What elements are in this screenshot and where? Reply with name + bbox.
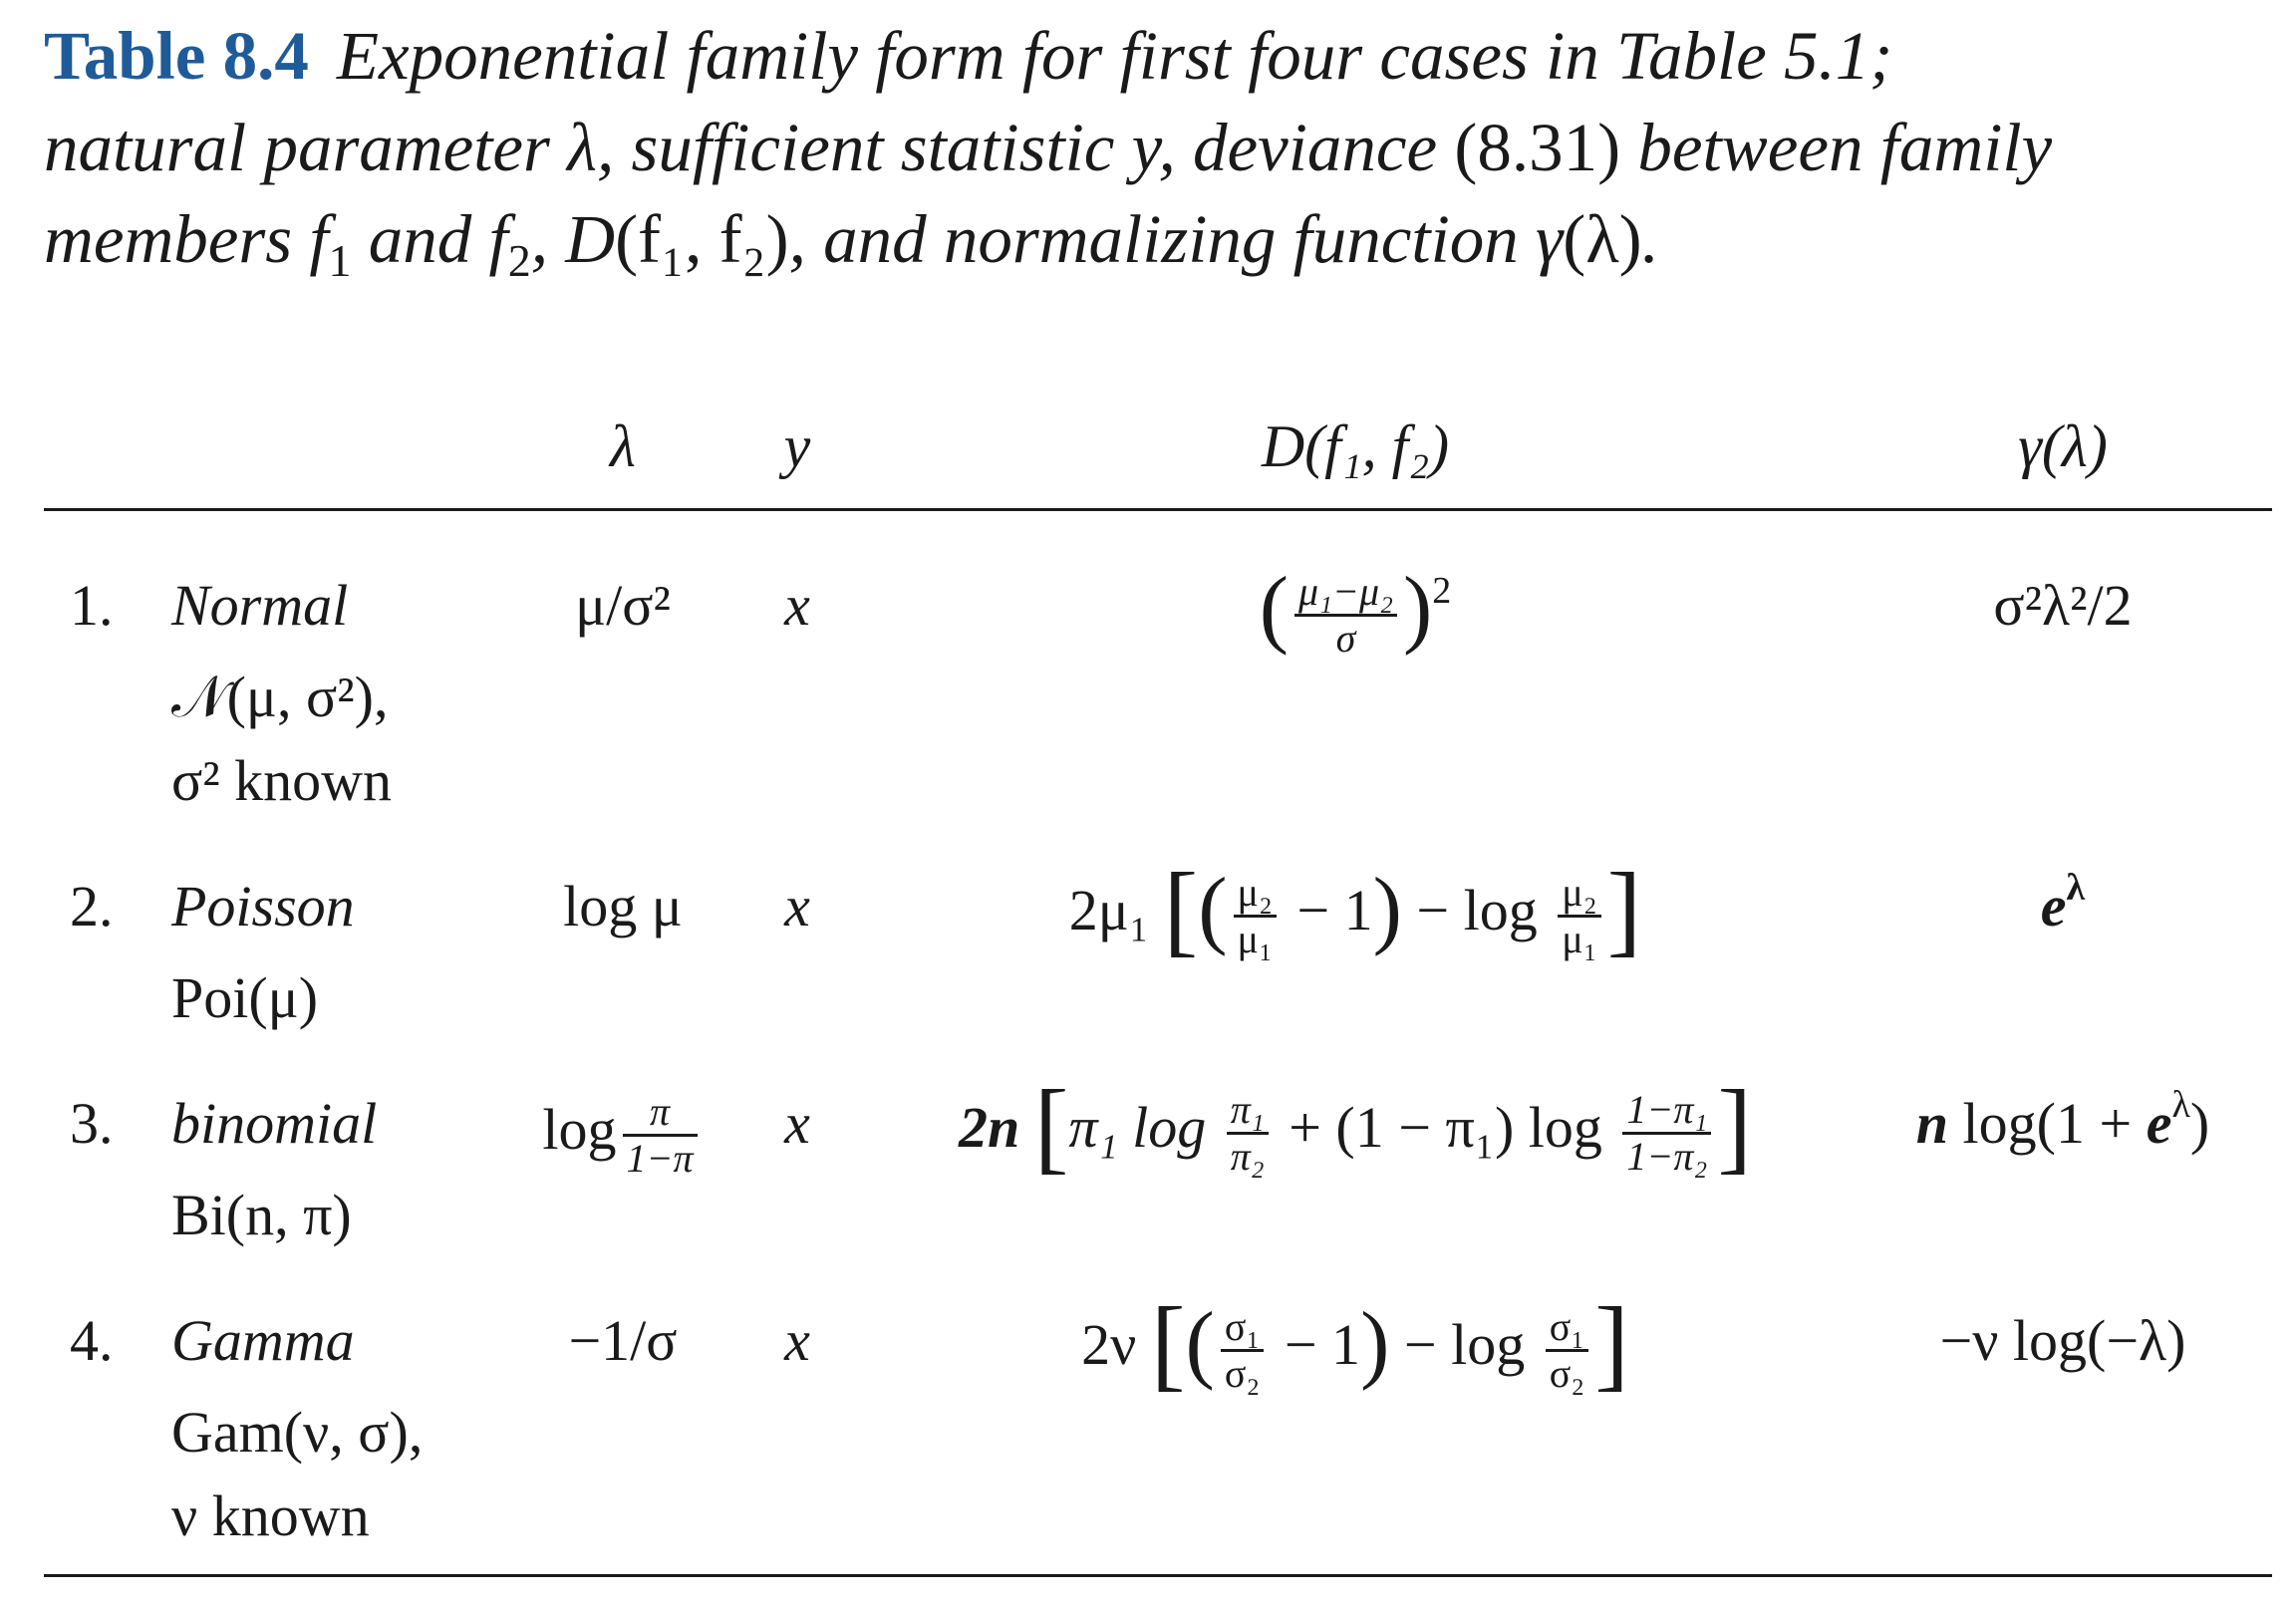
gamma-exponent: λ [2066,867,2086,909]
bracket: ] [1594,1285,1629,1401]
table-label: Table 8.4 [44,18,309,94]
equation-reference: (8.31) [1454,110,1621,185]
header-y: y [783,413,811,479]
paren: ( [1198,860,1228,957]
paren: ( [1259,559,1290,657]
paren: ( [1185,1294,1215,1392]
bracket: [ [1163,851,1199,966]
sufficient-statistic: x [784,1091,810,1156]
caption-sub-1: 1 [328,235,352,286]
normalizing-function: −ν log(−λ) [1939,1308,2186,1373]
gamma-exponent: λ [2171,1084,2190,1126]
caption-args: (f₁, f₂) [615,201,789,277]
coefficient: 2n [959,1094,1020,1160]
numerator: μ₁−μ₂ [1294,570,1397,617]
header-lambda: λ [610,413,636,479]
normalizing-function [1854,1084,2272,1156]
log-term: − log [1403,1311,1526,1377]
denominator: 1−π₂ [1626,1134,1708,1179]
exponent: 2 [1432,569,1452,612]
fraction [1622,1088,1711,1179]
row-number: 2. [70,874,114,938]
family-name: Gamma [171,1308,355,1373]
deviance-formula [877,851,1834,966]
minus-one: − 1 [1284,1311,1361,1377]
natural-parameter: −1/σ [568,1308,678,1373]
fraction [1221,1305,1265,1396]
coefficient: 2ν [1081,1311,1137,1377]
normalizing-function: σ²λ²/2 [1993,573,2133,638]
deviance-formula [877,1068,1834,1184]
row-number: 4. [70,1308,114,1373]
caption-text-3b: and f [351,201,508,277]
numerator: π₁ [1227,1088,1269,1135]
caption-line-2 [44,102,2256,193]
sufficient-statistic: x [784,874,810,938]
paren: ) [1402,559,1433,657]
gamma-log: log(1 + [1948,1091,2147,1156]
numerator: μ₂ [1558,871,1600,918]
family-note: σ² known [171,748,393,813]
minus-one: − 1 [1296,877,1373,942]
denominator: 1−π [626,1136,694,1181]
paren: ) [1372,860,1402,957]
denominator: σ₂ [1549,1351,1585,1396]
family-notation: 𝒩(μ, σ²), [171,665,389,729]
fraction [1234,871,1277,961]
deviance-formula [877,559,1834,661]
family-name: Poisson [171,874,355,938]
bracket: [ [1033,1068,1069,1184]
caption-line-3 [44,193,2256,285]
caption-text-3a: members f [44,201,329,277]
natural-parameter [508,1090,737,1181]
caption-text-2a: natural parameter λ, sufficient statistic y, deviance [44,110,1455,185]
caption-gamma-arg: (λ) [1563,201,1642,277]
numerator: σ₁ [1221,1305,1265,1352]
numerator: σ₁ [1546,1305,1589,1352]
gamma-e: e [2146,1091,2172,1156]
family-notation: Poi(μ) [171,965,319,1030]
gamma-base: e [2040,874,2067,938]
caption-period: . [1641,201,1659,277]
gamma-close: ) [2189,1091,2210,1156]
natural-parameter: log μ [563,874,683,938]
pi-log-term: π₁ log [1068,1094,1207,1160]
bracket: [ [1150,1285,1186,1401]
deviance-formula [877,1285,1834,1401]
caption-text-3c: , D [530,201,616,277]
denominator: μ₁ [1237,917,1273,961]
family-name: binomial [171,1091,378,1156]
family-notation: Bi(n, π) [171,1183,352,1247]
log-term: − log [1416,877,1538,942]
caption-text-3d: , and normalizing function γ [788,201,1564,277]
caption-sub-2: 2 [507,235,531,286]
denominator: μ₁ [1562,917,1597,961]
bracket: ] [1606,851,1642,966]
header-deviance: D(f₁, f₂) [1261,413,1450,479]
fraction [1558,871,1600,961]
gamma-n: n [1915,1091,1949,1156]
fraction [1227,1088,1269,1179]
header-gamma: γ(λ) [2018,413,2108,479]
table-caption [44,10,2256,285]
family-notation: Gam(ν, σ), [171,1400,424,1465]
sufficient-statistic: x [784,1308,810,1373]
fraction [1294,570,1397,661]
sufficient-statistic: x [784,573,810,638]
caption-text-2b: between family [1620,110,2053,185]
bracket: ] [1717,1068,1752,1184]
caption-text-1: Exponential family form for first four cases in Table 5.1; [336,18,1893,94]
natural-parameter: μ/σ² [575,573,671,638]
numerator: μ₂ [1234,871,1277,918]
fraction [1546,1305,1589,1396]
complement-log-term: + (1 − π₁) log [1289,1094,1602,1160]
normalizing-function [1864,867,2262,938]
bottom-rule [44,1574,2272,1577]
log-term: log [542,1096,617,1162]
denominator: π₂ [1230,1134,1265,1179]
denominator: σ₂ [1224,1351,1261,1396]
header-rule [44,508,2272,511]
row-number: 1. [70,573,114,638]
paren: ) [1360,1294,1390,1392]
family-note: ν known [171,1483,370,1548]
coefficient: 2μ₁ [1068,877,1150,942]
numerator: π [623,1090,698,1137]
denominator: σ [1335,616,1356,661]
numerator: 1−π₁ [1622,1088,1711,1135]
row-number: 3. [70,1091,114,1156]
family-name: Normal [171,573,349,638]
fraction [623,1090,698,1181]
caption-line-1 [44,10,2256,102]
